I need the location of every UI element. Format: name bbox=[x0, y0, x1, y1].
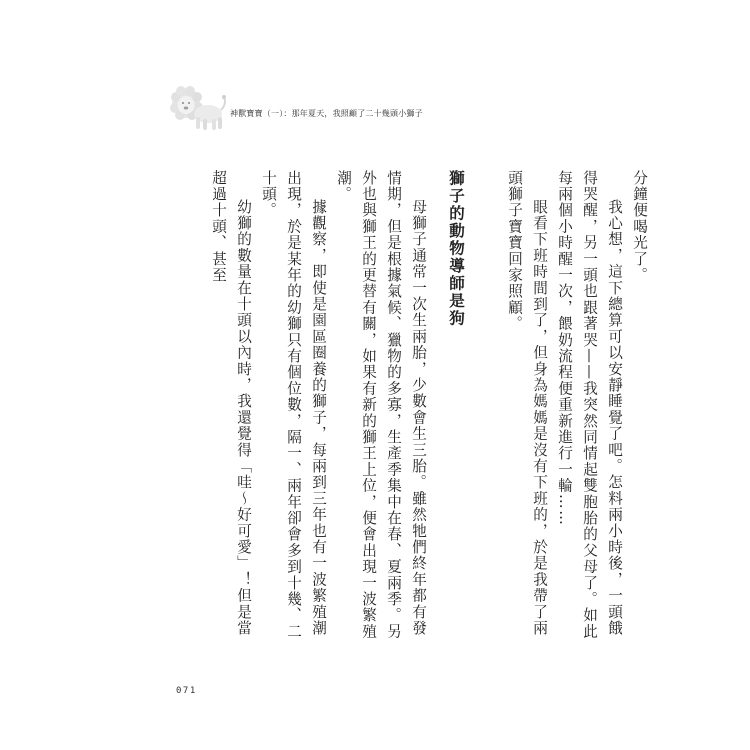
paragraph: 分鐘便喝光了。 bbox=[631, 170, 648, 284]
section-heading: 獅子的動物導師是狗 bbox=[447, 170, 465, 328]
lion-icon bbox=[168, 84, 226, 134]
page-number: 071 bbox=[176, 686, 197, 696]
paragraph: 幼獅的數量在十頭以內時，我還覺得「哇～好可愛」！但是當超過十頭、甚至 bbox=[210, 170, 252, 637]
vertical-body-text bbox=[206, 170, 652, 650]
paragraph: 我心想，這下總算可以安靜睡覺了吧。怎料兩小時後，一頭餓得哭醒，另一頭也跟著哭——我突然同情起雙胞胎的父母了。如此每兩個小時醒一次，餵奶流程便重新進行一輪…… bbox=[556, 170, 623, 640]
paragraph: 母獅子通常一次生兩胎，少數會生三胎。雖然牠們終年都有發情期，但是根據氣候、獵物的多寡，生產季集中在春、夏兩季。另外也與獅王的更替有關，如果有新的獅王上位，便會出現一波繁殖潮。 bbox=[335, 170, 427, 640]
paragraph: 據觀察，即使是園區圈養的獅子，每兩到三年也有一波繁殖潮出現，於是某年的幼獅只有個位數，隔一、兩年卻會多到十幾、二十頭。 bbox=[260, 170, 327, 640]
running-head: 神獸寶寶（一）：那年夏天，我照顧了二十幾頭小獅子 bbox=[230, 109, 423, 118]
page-header bbox=[168, 84, 468, 134]
paragraph: 眼看下班時間到了，但身為媽媽是沒有下班的，於是我帶了兩頭獅子寶寶回家照顧。 bbox=[506, 170, 548, 637]
